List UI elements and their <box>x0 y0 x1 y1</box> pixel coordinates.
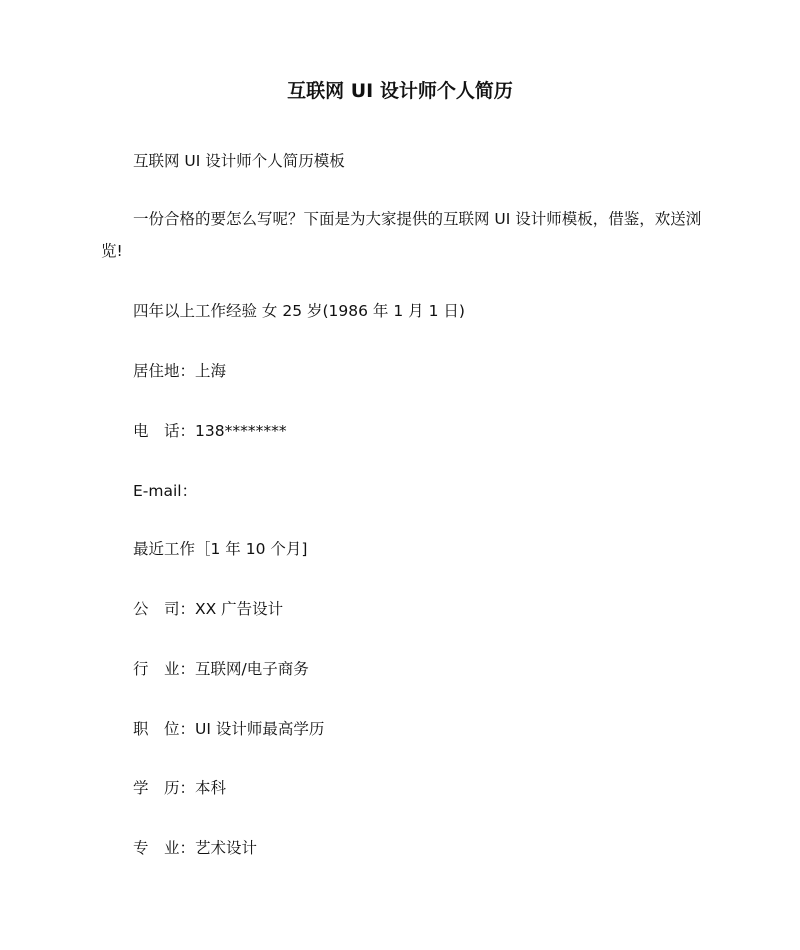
phone-line <box>133 420 287 442</box>
email-label: E-mail： <box>133 482 198 500</box>
education-value: 本科 <box>195 779 227 797</box>
position-value: UI 设计师最高学历 <box>195 720 325 738</box>
education-line <box>133 777 226 799</box>
document-title: 互联网 UI 设计师个人简历 <box>287 80 513 102</box>
position-line <box>133 718 324 740</box>
phone-label: 电 话： <box>133 422 196 440</box>
residence-value: 上海 <box>195 362 227 380</box>
recent-work-line: 最近工作［1 年 10 个月] <box>133 540 308 558</box>
major-line <box>133 837 257 859</box>
major-label: 专 业： <box>133 839 196 857</box>
intro-paragraph: 一份合格的要怎么写呢？下面是为大家提供的互联网 UI 设计师模板，借鉴，欢送浏览! <box>101 210 702 260</box>
major-value: 艺术设计 <box>195 839 258 857</box>
industry-line <box>133 658 309 680</box>
company-label: 公 司： <box>133 600 196 618</box>
phone-value: 138******** <box>195 422 287 440</box>
position-label: 职 位： <box>133 720 196 738</box>
company-line <box>133 598 283 620</box>
resume-subtitle: 互联网 UI 设计师个人简历模板 <box>133 152 345 170</box>
experience-line: 四年以上工作经验 女 25 岁(1986 年 1 月 1 日) <box>133 302 465 320</box>
residence-label: 居住地： <box>133 362 196 380</box>
industry-value: 互联网/电子商务 <box>195 660 309 678</box>
education-label: 学 历： <box>133 779 196 797</box>
residence-line <box>133 360 226 382</box>
email-line <box>133 480 197 502</box>
industry-label: 行 业： <box>133 660 196 678</box>
company-value: XX 广告设计 <box>195 600 284 618</box>
